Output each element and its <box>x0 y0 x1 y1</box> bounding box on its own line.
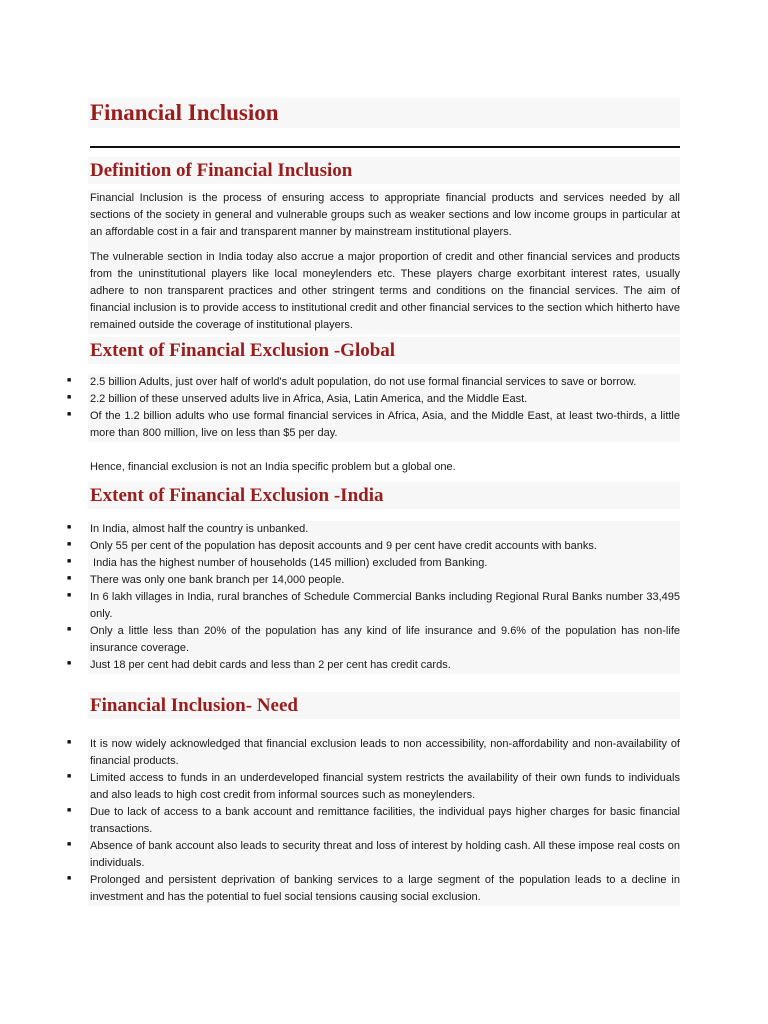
list-item <box>67 736 680 770</box>
india-bullets-block <box>67 521 680 674</box>
india-bullet-list <box>67 521 680 674</box>
section-heading-need: Financial Inclusion- Need <box>90 695 298 716</box>
global-closing-text: Hence, financial exclusion is not an India specific problem but a global one. <box>90 461 456 473</box>
need-bullet-list <box>67 736 680 906</box>
list-item-text: 2.2 billion of these unserved adults live in Africa, Asia, Latin America, and the Middle East. <box>90 393 528 405</box>
list-item <box>67 521 680 538</box>
list-item <box>67 872 680 906</box>
list-item <box>67 623 680 657</box>
section-heading-band <box>88 157 680 184</box>
list-item-text: India has the highest number of households (145 million) excluded from Banking. <box>90 557 488 569</box>
list-item <box>67 804 680 838</box>
section-heading-india: Extent of Financial Exclusion -India <box>90 485 384 506</box>
bullet-icon: ■ <box>67 773 72 780</box>
bullet-icon: ■ <box>67 592 72 599</box>
list-item-text: Due to lack of access to a bank account and remittance facilities, the individual pays higher charges for basic financial transactions. <box>90 806 680 835</box>
bullet-icon: ■ <box>67 841 72 848</box>
document-title: Financial Inclusion <box>90 100 279 125</box>
list-item <box>67 572 680 589</box>
bullet-icon: ■ <box>67 626 72 633</box>
section-heading-global: Extent of Financial Exclusion -Global <box>90 340 396 361</box>
bullet-icon: ■ <box>67 558 72 565</box>
paragraph: The vulnerable section in India today also accrue a major proportion of credit and other financial services and products from the uninstitutional players like local moneylenders etc. These players charge exorbitant interest rates, usually adhere to non transparent practices and other stringent terms and conditions on the financial services. The aim of financial inclusion is to provide access to institutional credit and other financial services to the section which hitherto have remained outside the coverage of institutional players. <box>90 251 680 331</box>
list-item-text: In 6 lakh villages in India, rural branches of Schedule Commercial Banks including Regional Rural Banks number 33,495 only. <box>90 591 680 620</box>
list-item <box>67 374 680 391</box>
list-item <box>67 589 680 623</box>
list-item-text: Prolonged and persistent deprivation of banking services to a large segment of the population leads to a decline in investment and has the potential to fuel social tensions causing social exclusion. <box>90 874 680 903</box>
paragraph: Financial Inclusion is the process of ensuring access to appropriate financial products and services needed by all sections of the society in general and vulnerable groups such as weaker sections and low income groups in particular at an affordable cost in a fair and transparent manner by mainstream institutional players. <box>90 192 680 238</box>
bullet-icon: ■ <box>67 411 72 418</box>
bullet-icon: ■ <box>67 875 72 882</box>
section-heading-band <box>88 482 680 509</box>
definition-block <box>88 190 680 334</box>
list-item-text: Of the 1.2 billion adults who use formal financial services in Africa, Asia, and the Middle East, at least two-thirds, a little more than 800 million, live on less than $5 per day. <box>90 410 680 439</box>
bullet-icon: ■ <box>67 575 72 582</box>
list-item-text: 2.5 billion Adults, just over half of world's adult population, do not use formal financial services to save or borrow. <box>90 376 637 388</box>
list-item-text: In India, almost half the country is unbanked. <box>90 523 309 535</box>
section-heading-definition: Definition of Financial Inclusion <box>90 160 353 181</box>
list-item <box>67 838 680 872</box>
list-item-text: Just 18 per cent had debit cards and less than 2 per cent has credit cards. <box>90 659 451 671</box>
list-item <box>67 555 680 572</box>
list-item <box>67 657 680 674</box>
list-item-text: It is now widely acknowledged that financial exclusion leads to non accessibility, non-affordability and non-availability of financial products. <box>90 738 680 767</box>
list-item-text: Limited access to funds in an underdeveloped financial system restricts the availability of their own funds to individuals and also leads to high cost credit from informal sources such as moneylenders. <box>90 772 680 801</box>
bullet-icon: ■ <box>67 394 72 401</box>
list-item-text: Only a little less than 20% of the population has any kind of life insurance and 9.6% of the population has non-life insurance coverage. <box>90 625 680 654</box>
section-heading-band <box>88 337 680 364</box>
list-item <box>67 391 680 408</box>
section-heading-band <box>88 692 680 719</box>
bullet-icon: ■ <box>67 524 72 531</box>
list-item-text: There was only one bank branch per 14,000 people. <box>90 574 345 586</box>
list-item <box>67 770 680 804</box>
bullet-icon: ■ <box>67 739 72 746</box>
title-divider <box>90 146 680 148</box>
bullet-icon: ■ <box>67 807 72 814</box>
list-item <box>67 408 680 442</box>
document-page <box>67 98 680 906</box>
bullet-icon: ■ <box>67 541 72 548</box>
need-bullets-block <box>67 736 680 906</box>
global-bullets-block <box>67 374 680 442</box>
bullet-icon: ■ <box>67 377 72 384</box>
global-bullet-list <box>67 374 680 442</box>
bullet-icon: ■ <box>67 660 72 667</box>
title-band <box>88 98 680 128</box>
list-item <box>67 538 680 555</box>
list-item-text: Absence of bank account also leads to security threat and loss of interest by holding cash. All these impose real costs on individuals. <box>90 840 680 869</box>
list-item-text: Only 55 per cent of the population has deposit accounts and 9 per cent have credit accounts with banks. <box>90 540 597 552</box>
